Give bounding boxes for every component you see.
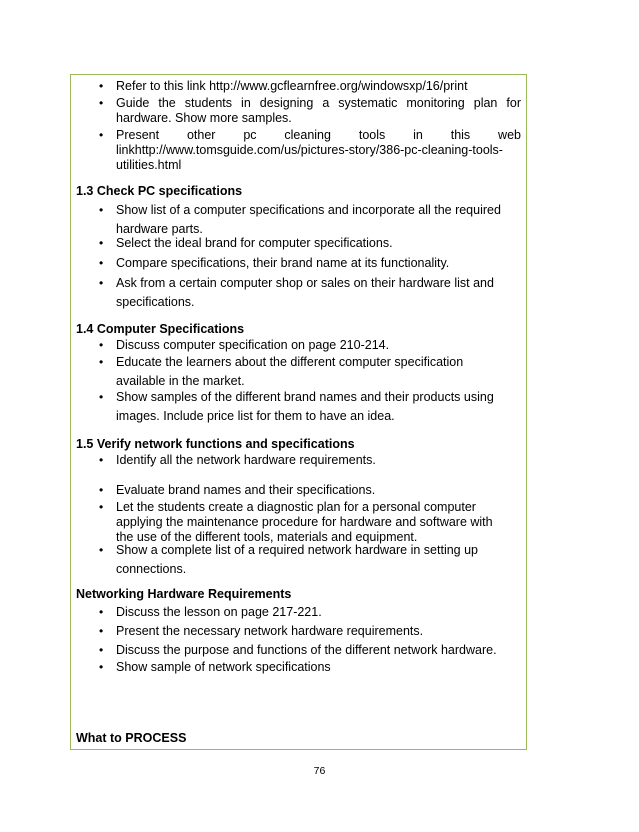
list-item-text: specifications. (116, 295, 195, 309)
bullet-icon: • (99, 390, 104, 404)
bullet-icon: • (99, 500, 104, 514)
list-item-text: Educate the learners about the different computer specification (116, 355, 464, 369)
list-item-text: Refer to this link http://www.gcflearnfree.org/windowsxp/16/print (116, 79, 468, 93)
list-item-text: available in the market. (116, 374, 245, 388)
section-heading: 1.3 Check PC specifications (76, 184, 243, 198)
list-item-text: images. Include price list for them to have an idea. (116, 409, 395, 423)
bullet-icon: • (99, 453, 104, 467)
page-number: 76 (313, 765, 326, 777)
bullet-icon: • (99, 483, 104, 497)
list-item-text: Show list of a computer specifications and incorporate all the required (116, 203, 501, 217)
list-item-text: linkhttp://www.tomsguide.com/us/pictures-story/386-pc-cleaning-tools- (116, 143, 503, 157)
bullet-icon: • (99, 605, 104, 619)
section-heading: What to PROCESS (76, 731, 187, 745)
list-item-text: utilities.html (116, 158, 182, 172)
bullet-icon: • (99, 355, 104, 369)
list-item-text: Compare specifications, their brand name at its functionality. (116, 256, 450, 270)
list-item-text: Present the necessary network hardware requirements. (116, 624, 424, 638)
bullet-icon: • (99, 660, 104, 674)
bullet-icon: • (99, 643, 104, 657)
bullet-icon: • (99, 543, 104, 557)
section-heading: 1.5 Verify network functions and specifications (76, 437, 355, 451)
bullet-icon: • (99, 203, 104, 217)
list-item-text: Guide the students in designing a systematic monitoring plan for (116, 96, 521, 110)
list-item-text: Identify all the network hardware requirements. (116, 453, 376, 467)
section-heading: 1.4 Computer Specifications (76, 322, 245, 336)
list-item-text: Present other pc cleaning tools in this web (116, 128, 521, 142)
list-item-text: applying the maintenance procedure for hardware and software with (116, 515, 493, 529)
list-item-text: hardware parts. (116, 222, 203, 236)
list-item-text: Show samples of the different brand names and their products using (116, 390, 494, 404)
bullet-icon: • (99, 236, 104, 250)
list-item-text: Let the students create a diagnostic plan for a personal computer (116, 500, 476, 514)
bullet-icon: • (99, 276, 104, 290)
list-item-text: hardware. Show more samples. (116, 111, 292, 125)
list-item-text: the use of the different tools, materials and equipment. (116, 530, 418, 544)
list-item-text: Ask from a certain computer shop or sales on their hardware list and (116, 276, 494, 290)
bullet-icon: • (99, 256, 104, 270)
bullet-icon: • (99, 624, 104, 638)
list-item-text: Discuss the lesson on page 217-221. (116, 605, 322, 619)
list-item-text: connections. (116, 562, 187, 576)
bullet-icon: • (99, 79, 104, 93)
list-item-text: Select the ideal brand for computer specifications. (116, 236, 393, 250)
list-item-text: Discuss computer specification on page 210-214. (116, 338, 390, 352)
list-item-text: Show sample of network specifications (116, 660, 331, 674)
list-item-text: Show a complete list of a required network hardware in setting up (116, 543, 478, 557)
section-heading: Networking Hardware Requirements (76, 587, 292, 601)
bullet-icon: • (99, 338, 104, 352)
bullet-icon: • (99, 128, 104, 142)
list-item-text: Evaluate brand names and their specifications. (116, 483, 376, 497)
list-item-text: Discuss the purpose and functions of the different network hardware. (116, 643, 497, 657)
bullet-icon: • (99, 96, 104, 110)
